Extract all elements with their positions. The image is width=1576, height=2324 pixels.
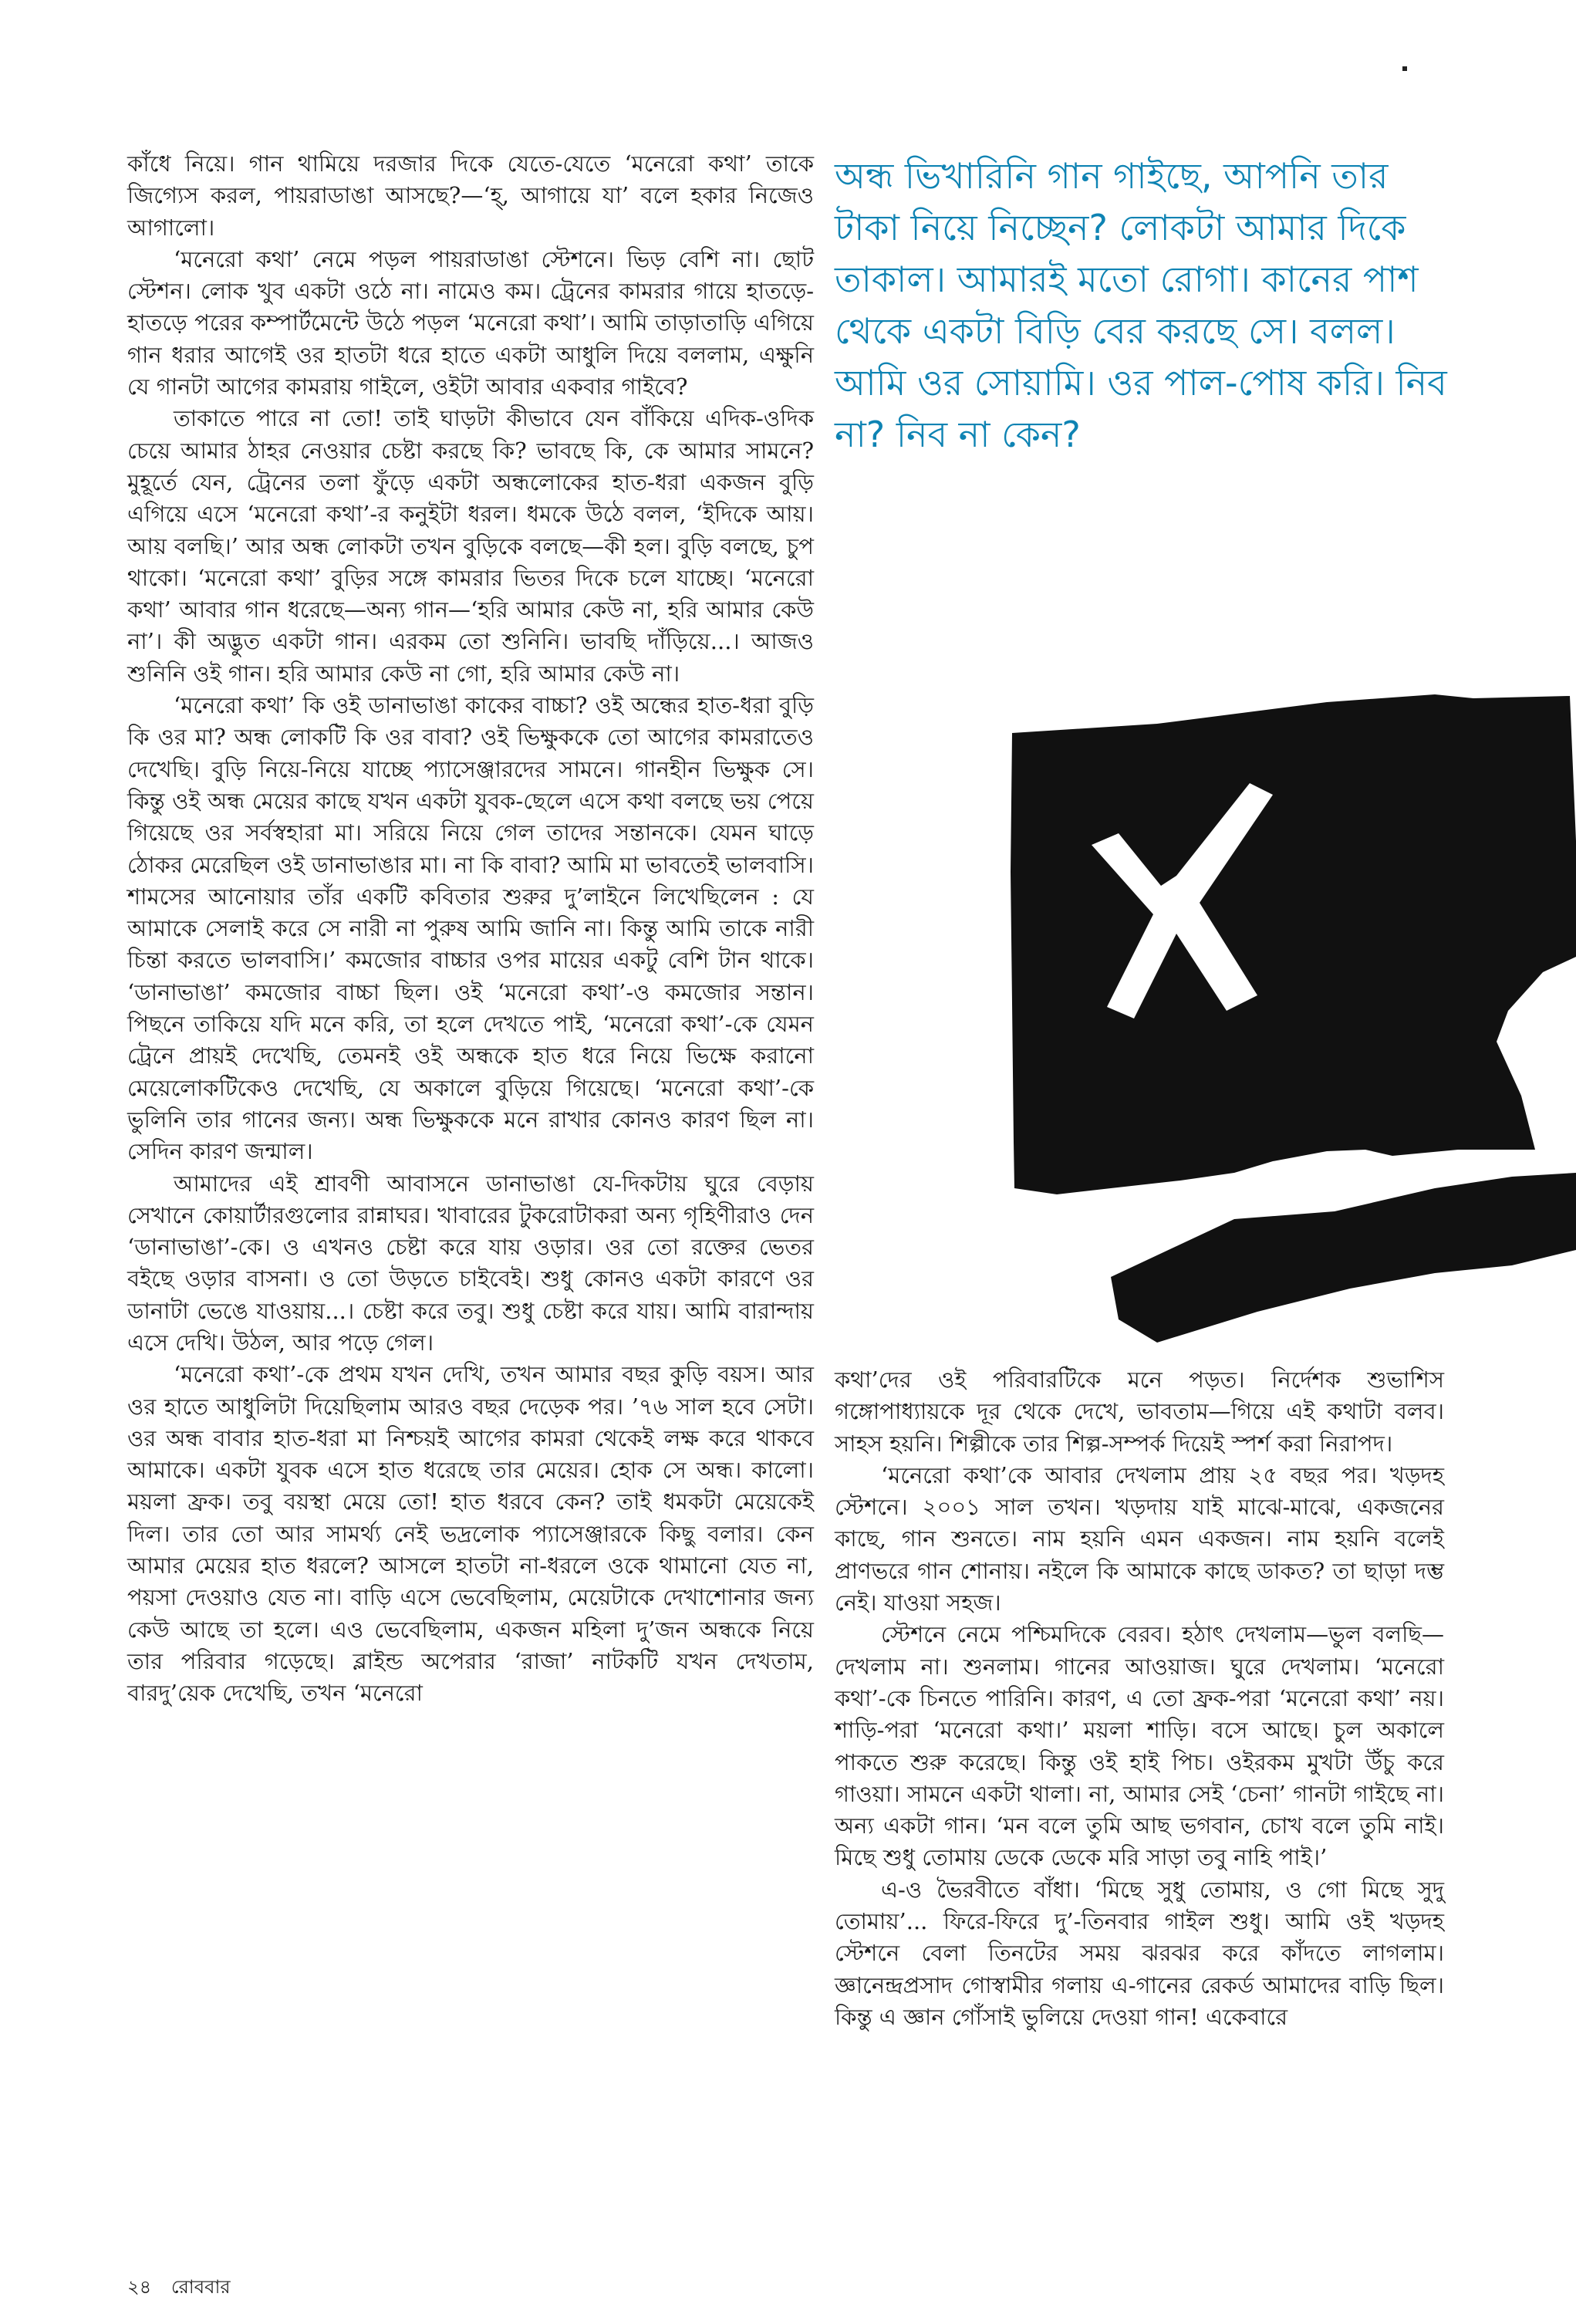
paragraph: স্টেশনে নেমে পশ্চিমদিকে বেরব। হঠাৎ দেখলাম—ভুল বলছি—দেখলাম না। শুনলাম। গানের আওয়াজ। ঘুরে দেখলাম। ‘মনেরো কথা’-কে চিনতে পারিনি। কারণ, এ তো ফ্রক-পরা ‘মনেরো কথা’ নয়। শাড়ি-পরা ‘মনেরো কথা।’ ময়লা শাড়ি। বসে আছে। চুল অকালে পাকতে শুরু করেছে। কিন্তু ওই হাই পিচ। ওইরকম মুখটা উঁচু করে গাওয়া। সামনে একটা থালা। না, আমার সেই ‘চেনা’ গানটা গাইছে না। অন্য একটা গান। ‘মন বলে তুমি আছ ভগবান, চোখ বলে তুমি নাই। মিছে শুধু তোমায় ডেকে ডেকে মরি সাড়া তবু নাহি পাই।’	[835, 1621, 1444, 1871]
illustration-artwork	[1003, 679, 1576, 1358]
paragraph: ‘মনেরো কথা’কে আবার দেখলাম প্রায় ২৫ বছর পর। খড়দহ স্টেশনে। ২০০১ সাল তখন। খড়দায় যাই মাঝে-মাঝে, একজনের কাছে, গান শুনতে। নাম হয়নি এমন একজন। নাম হয়নি বলেই প্রাণভরে গান শোনায়। নইলে কি আমাকে কাছে ডাকত? তা ছাড়া দম্ভ নেই। যাওয়া সহজ।	[835, 1461, 1444, 1616]
page-footer	[127, 2273, 231, 2304]
paragraph: ‘মনেরো কথা’ নেমে পড়ল পায়রাডাঙা স্টেশনে। ভিড় বেশি না। ছোট স্টেশন। লোক খুব একটা ওঠে না। নামেও কম। ট্রেনের কামরার গায়ে হাতড়ে-হাতড়ে পরের কম্পার্টমেন্টে উঠে পড়ল ‘মনেরো কথা’। আমি তাড়াতাড়ি এগিয়ে গান ধরার আগেই ওর হাতটা ধরে হাতে একটা আধুলি দিয়ে বললাম, এক্ষুনি যে গানটা আগের কামরায় গাইলে, ওইটা আবার একবার গাইবে?	[127, 245, 814, 400]
page-number: ২৪	[127, 2276, 152, 2298]
publication-name: রোববার	[170, 2276, 231, 2298]
paragraph: এ-ও ভৈরবীতে বাঁধা। ‘মিছে সুধু তোমায়, ও গো মিছে সুদু তোমায়’... ফিরে-ফিরে দু’-তিনবার গাইল শুধু। আমি ওই খড়দহ স্টেশনে বেলা তিনটের সময় ঝরঝর করে কাঁদতে লাগলাম। জ্ঞানেন্দ্রপ্রসাদ গোস্বামীর গলায় এ-গানের রেকর্ড আমাদের বাড়ি ছিল। কিন্তু এ জ্ঞান গোঁসাই ভুলিয়ে দেওয়া গান! একেবারে	[835, 1876, 1444, 2030]
paragraph: কথা’দের ওই পরিবারটিকে মনে পড়ত। নির্দেশক শুভাশিস গঙ্গোপাধ্যায়কে দূর থেকে দেখে, ভাবতাম—গিয়ে এই কথাটা বলব। সাহস হয়নি। শিল্পীকে তার শিল্প-সম্পর্ক দিয়েই স্পর্শ করা নিরাপদ।	[835, 1366, 1444, 1457]
paragraph: কাঁধে নিয়ে। গান থামিয়ে দরজার দিকে যেতে-যেতে ‘মনেরো কথা’ তাকে জিগ্যেস করল, পায়রাডাঙা আসছে?—‘হ্, আগায়ে যা’ বলে হকার নিজেও আগালো।	[127, 150, 814, 241]
artwork-shape-main	[1011, 694, 1576, 1194]
paragraph: ‘মনেরো কথা’-কে প্রথম যখন দেখি, তখন আমার বছর কুড়ি বয়স। আর ওর হাতে আধুলিটা দিয়েছিলাম আরও বছর দেড়েক পর। ’৭৬ সাল হবে সেটা। ওর অন্ধ বাবার হাত-ধরা মা নিশ্চয়ই আগের কামরা থেকেই লক্ষ করে থাকবে আমাকে। একটা যুবক এসে হাত ধরেছে তার মেয়ের। হোক সে অন্ধ। কালো। ময়লা ফ্রক। তবু বয়স্থা মেয়ে তো! হাত ধরবে কেন? তাই ধমকটা মেয়েকেই দিল। তার তো আর সামর্থ্য নেই ভদ্রলোক প্যাসেঞ্জারকে কিছু বলার। কেন আমার মেয়ের হাত ধরলে? আসলে হাতটা না-ধরলে ওকে থামানো যেত না, পয়সা দেওয়াও যেত না। বাড়ি এসে ভেবেছিলাম, মেয়েটাকে দেখাশোনার জন্য কেউ আছে তা হলে। এও ভেবেছিলাম, একজন মহিলা দু’জন অন্ধকে নিয়ে তার পরিবার গড়েছে। ব্লাইন্ড অপেরার ‘রাজা’ নাটকটি যখন দেখতাম, বারদু’য়েক দেখেছি, তখন ‘মনেরো	[127, 1361, 814, 1707]
paragraph: তাকাতে পারে না তো! তাই ঘাড়টা কীভাবে যেন বাঁকিয়ে এদিক-ওদিক চেয়ে আমার ঠাহর নেওয়ার চেষ্টা করছে কি? ভাবছে কি, কে আমার সামনে? মুহূর্তে যেন, ট্রেনের তলা ফুঁড়ে একটা অন্ধলোকের হাত-ধরা একজন বুড়ি এগিয়ে এসে ‘মনেরো কথা’-র কনুইটা ধরল। ধমকে উঠে বলল, ‘ইদিকে আয়। আয় বলছি।’ আর অন্ধ লোকটা তখন বুড়িকে বলছে—কী হল। বুড়ি বলছে, চুপ থাকো। ‘মনেরো কথা’ বুড়ির সঙ্গে কামরার ভিতর দিকে চলে যাচ্ছে। ‘মনেরো কথা’ আবার গান ধরেছে—অন্য গান—‘হরি আমার কেউ না, হরি আমার কেউ না’। কী অদ্ভুত একটা গান। এরকম তো শুনিনি। ভাবছি দাঁড়িয়ে...। আজও শুনিনি ওই গান। হরি আমার কেউ না গো, হরি আমার কেউ না।	[127, 405, 814, 687]
right-text-column	[835, 1364, 1444, 2033]
artwork-shape-lower	[1111, 1173, 1576, 1343]
paragraph: ‘মনেরো কথা’ কি ওই ডানাভাঙা কাকের বাচ্চা? ওই অন্ধের হাত-ধরা বুড়ি কি ওর মা? অন্ধ লোকটি কি ওর বাবা? ওই ভিক্ষুককে তো আগের কামরাতেও দেখেছি। বুড়ি নিয়ে-নিয়ে যাচ্ছে প্যাসেঞ্জারদের সামনে। গানহীন ভিক্ষুক সে। কিন্তু ওই অন্ধ মেয়ের কাছে যখন একটা যুবক-ছেলে এসে কথা বলছে ভয় পেয়ে গিয়েছে ওর সর্বস্বহারা মা। সরিয়ে নিয়ে গেল তাদের সন্তানকে। যেমন ঘাড়ে ঠোকর মেরেছিল ওই ডানাভাঙার মা। না কি বাবা? আমি মা ভাবতেই ভালবাসি। শামসের আনোয়ার তাঁর একটি কবিতার শুরুর দু’লাইনে লিখেছিলেন : যে আমাকে সেলাই করে সে নারী না পুরুষ আমি জানি না। কিন্তু আমি তাকে নারী চিন্তা করতে ভালবাসি।’ কমজোর বাচ্চার ওপর মায়ের একটু বেশি টান থাকে। ‘ডানাভাঙা’ কমজোর বাচ্চা ছিল। ওই ‘মনেরো কথা’-ও কমজোর সন্তান। পিছনে তাকিয়ে যদি মনে করি, তা হলে দেখতে পাই, ‘মনেরো কথা’-কে যেমন ট্রেনে প্রায়ই দেখেছি, তেমনই ওই অন্ধকে হাত ধরে নিয়ে ভিক্ষে করানো মেয়েলোকটিকেও দেখেছি, যে অকালে বুড়িয়ে গিয়েছে। ‘মনেরো কথা’-কে ভুলিনি তার গানের জন্য। অন্ধ ভিক্ষুককে মনে রাখার কোনও কারণ ছিল না। সেদিন কারণ জন্মাল।	[127, 692, 814, 1165]
corner-mark	[1402, 66, 1407, 71]
paragraph: আমাদের এই শ্রাবণী আবাসনে ডানাভাঙা যে-দিকটায় ঘুরে বেড়ায় সেখানে কোয়ার্টারগুলোর রান্নাঘর। খাবারের টুকরোটাকরা অন্য গৃহিণীরাও দেন ‘ডানাভাঙা’-কে। ও এখনও চেষ্টা করে যায় ওড়ার। ওর তো রক্তের ভেতর বইছে ওড়ার বাসনা। ও তো উড়তে চাইবেই। শুধু কোনও একটা কারণে ওর ডানাটা ভেঙে যাওয়ায়...। চেষ্টা করে তবু। শুধু চেষ্টা করে যায়। আমি বারান্দায় এসে দেখি। উঠল, আর পড়ে গেল।	[127, 1170, 814, 1356]
left-text-column	[127, 148, 814, 1710]
pull-quote: অন্ধ ভিখারিনি গান গাইছে, আপনি তার টাকা নিয়ে নিচ্ছেন? লোকটা আমার দিকে তাকাল। আমারই মতো রোগা। কানের পাশ থেকে একটা বিড়ি বের করছে সে। বলল। আমি ওর সোয়ামি। ওর পাল-পোষ করি। নিব না? নিব না কেন?	[835, 155, 1447, 455]
